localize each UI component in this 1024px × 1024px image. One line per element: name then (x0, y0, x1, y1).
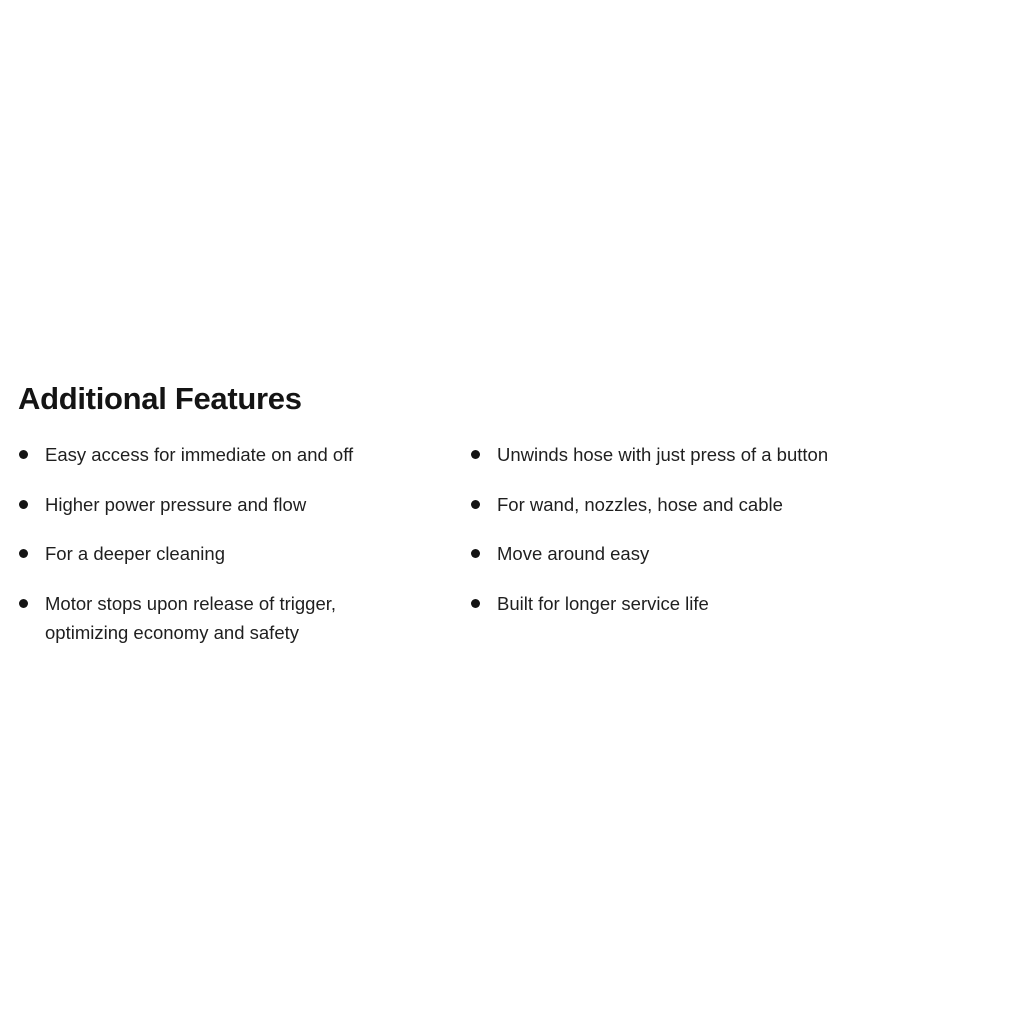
bullet-icon (471, 549, 480, 558)
list-item (470, 490, 990, 520)
list-item (18, 440, 458, 470)
list-item (470, 539, 990, 569)
bullet-icon (471, 450, 480, 459)
bullet-icon (19, 500, 28, 509)
list-item (18, 589, 390, 648)
list-item (470, 440, 990, 470)
bullet-icon (471, 500, 480, 509)
section-title: Additional Features (18, 381, 302, 416)
list-item-text: Higher power pressure and flow (45, 493, 307, 515)
bullet-icon (19, 450, 28, 459)
additional-features-section (18, 378, 1008, 643)
bullet-icon (471, 599, 480, 608)
list-item (470, 589, 990, 619)
list-item-text: Unwinds hose with just press of a button (497, 444, 829, 465)
list-item-text: Motor stops upon release of trigger, optimizing economy and safety (45, 592, 337, 643)
list-item (18, 539, 458, 569)
features-list-right (470, 440, 990, 638)
list-item-text: Easy access for immediate on and off (45, 444, 354, 465)
list-item-text: For a deeper cleaning (45, 543, 225, 564)
bullet-icon (19, 549, 28, 558)
bullet-icon (19, 599, 28, 608)
list-item-text: Move around easy (497, 543, 650, 564)
list-item-text: For wand, nozzles, hose and cable (497, 493, 783, 515)
list-item (18, 490, 458, 520)
list-item-text: Built for longer service life (497, 592, 709, 614)
features-list-left (18, 440, 458, 668)
